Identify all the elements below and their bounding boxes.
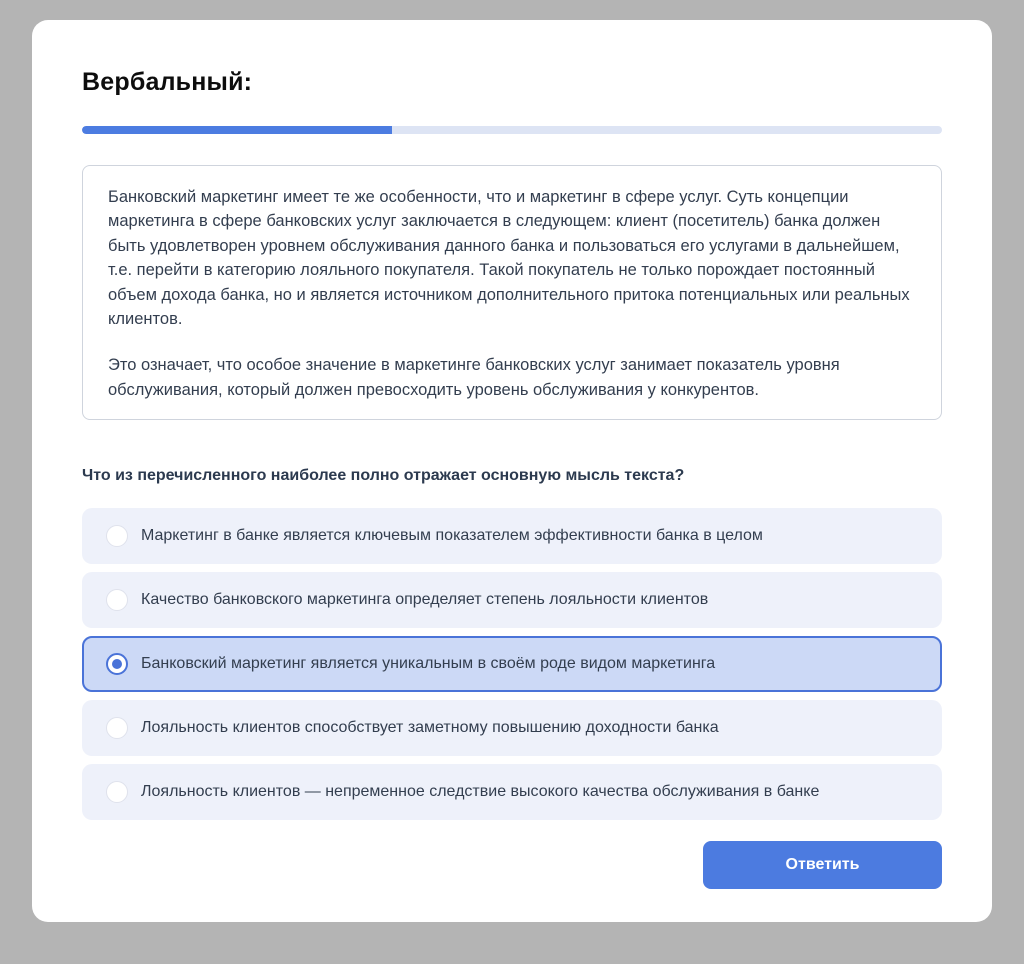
answer-option-2[interactable]: [82, 572, 942, 628]
answer-option-3[interactable]: [82, 636, 942, 692]
progress-bar-track: [82, 126, 942, 134]
radio-unselected-icon[interactable]: [106, 525, 128, 547]
passage-paragraph: Это означает, что особое значение в маркетинге банковских услуг занимает показатель уровня обслуживания, который должен превосходить уровень обслуживания у конкурентов.: [108, 356, 840, 399]
option-label: Банковский маркетинг является уникальным в своём роде видом маркетинга: [141, 655, 716, 673]
radio-unselected-icon[interactable]: [106, 781, 128, 803]
answer-option-5[interactable]: [82, 764, 942, 820]
options-list: [82, 508, 942, 820]
option-label: Качество банковского маркетинга определяет степень лояльности клиентов: [141, 591, 709, 609]
answer-option-4[interactable]: [82, 700, 942, 756]
footer-actions: [82, 841, 942, 889]
option-label: Лояльность клиентов способствует заметному повышению доходности банка: [141, 719, 719, 737]
answer-option-1[interactable]: [82, 508, 942, 564]
passage-box: [82, 165, 942, 420]
quiz-card: [32, 20, 992, 922]
progress-bar-fill: [82, 126, 392, 134]
passage-paragraph: Банковский маркетинг имеет те же особенности, что и маркетинг в сфере услуг. Суть концепции маркетинга в сфере банковских услуг заключается в следующем: клиент (посетитель) банка должен быть удовлетворен уровнем обслуживания данного банка и пользоваться его услугами в дальнейшем, т.е. перейти в категорию лояльного покупателя. Такой покупатель не только порождает постоянный объем дохода банка, но и является источником дополнительного притока потенциальных или реальных клиентов.: [108, 188, 910, 329]
radio-unselected-icon[interactable]: [106, 589, 128, 611]
submit-answer-button[interactable]: Ответить: [703, 841, 942, 889]
radio-unselected-icon[interactable]: [106, 717, 128, 739]
option-label: Лояльность клиентов — непременное следствие высокого качества обслуживания в банке: [141, 783, 820, 801]
page-title: Вербальный:: [82, 68, 253, 96]
option-label: Маркетинг в банке является ключевым показателем эффективности банка в целом: [141, 527, 763, 545]
radio-selected-icon[interactable]: [106, 653, 128, 675]
question-text: Что из перечисленного наиболее полно отражает основную мысль текста?: [82, 467, 685, 485]
